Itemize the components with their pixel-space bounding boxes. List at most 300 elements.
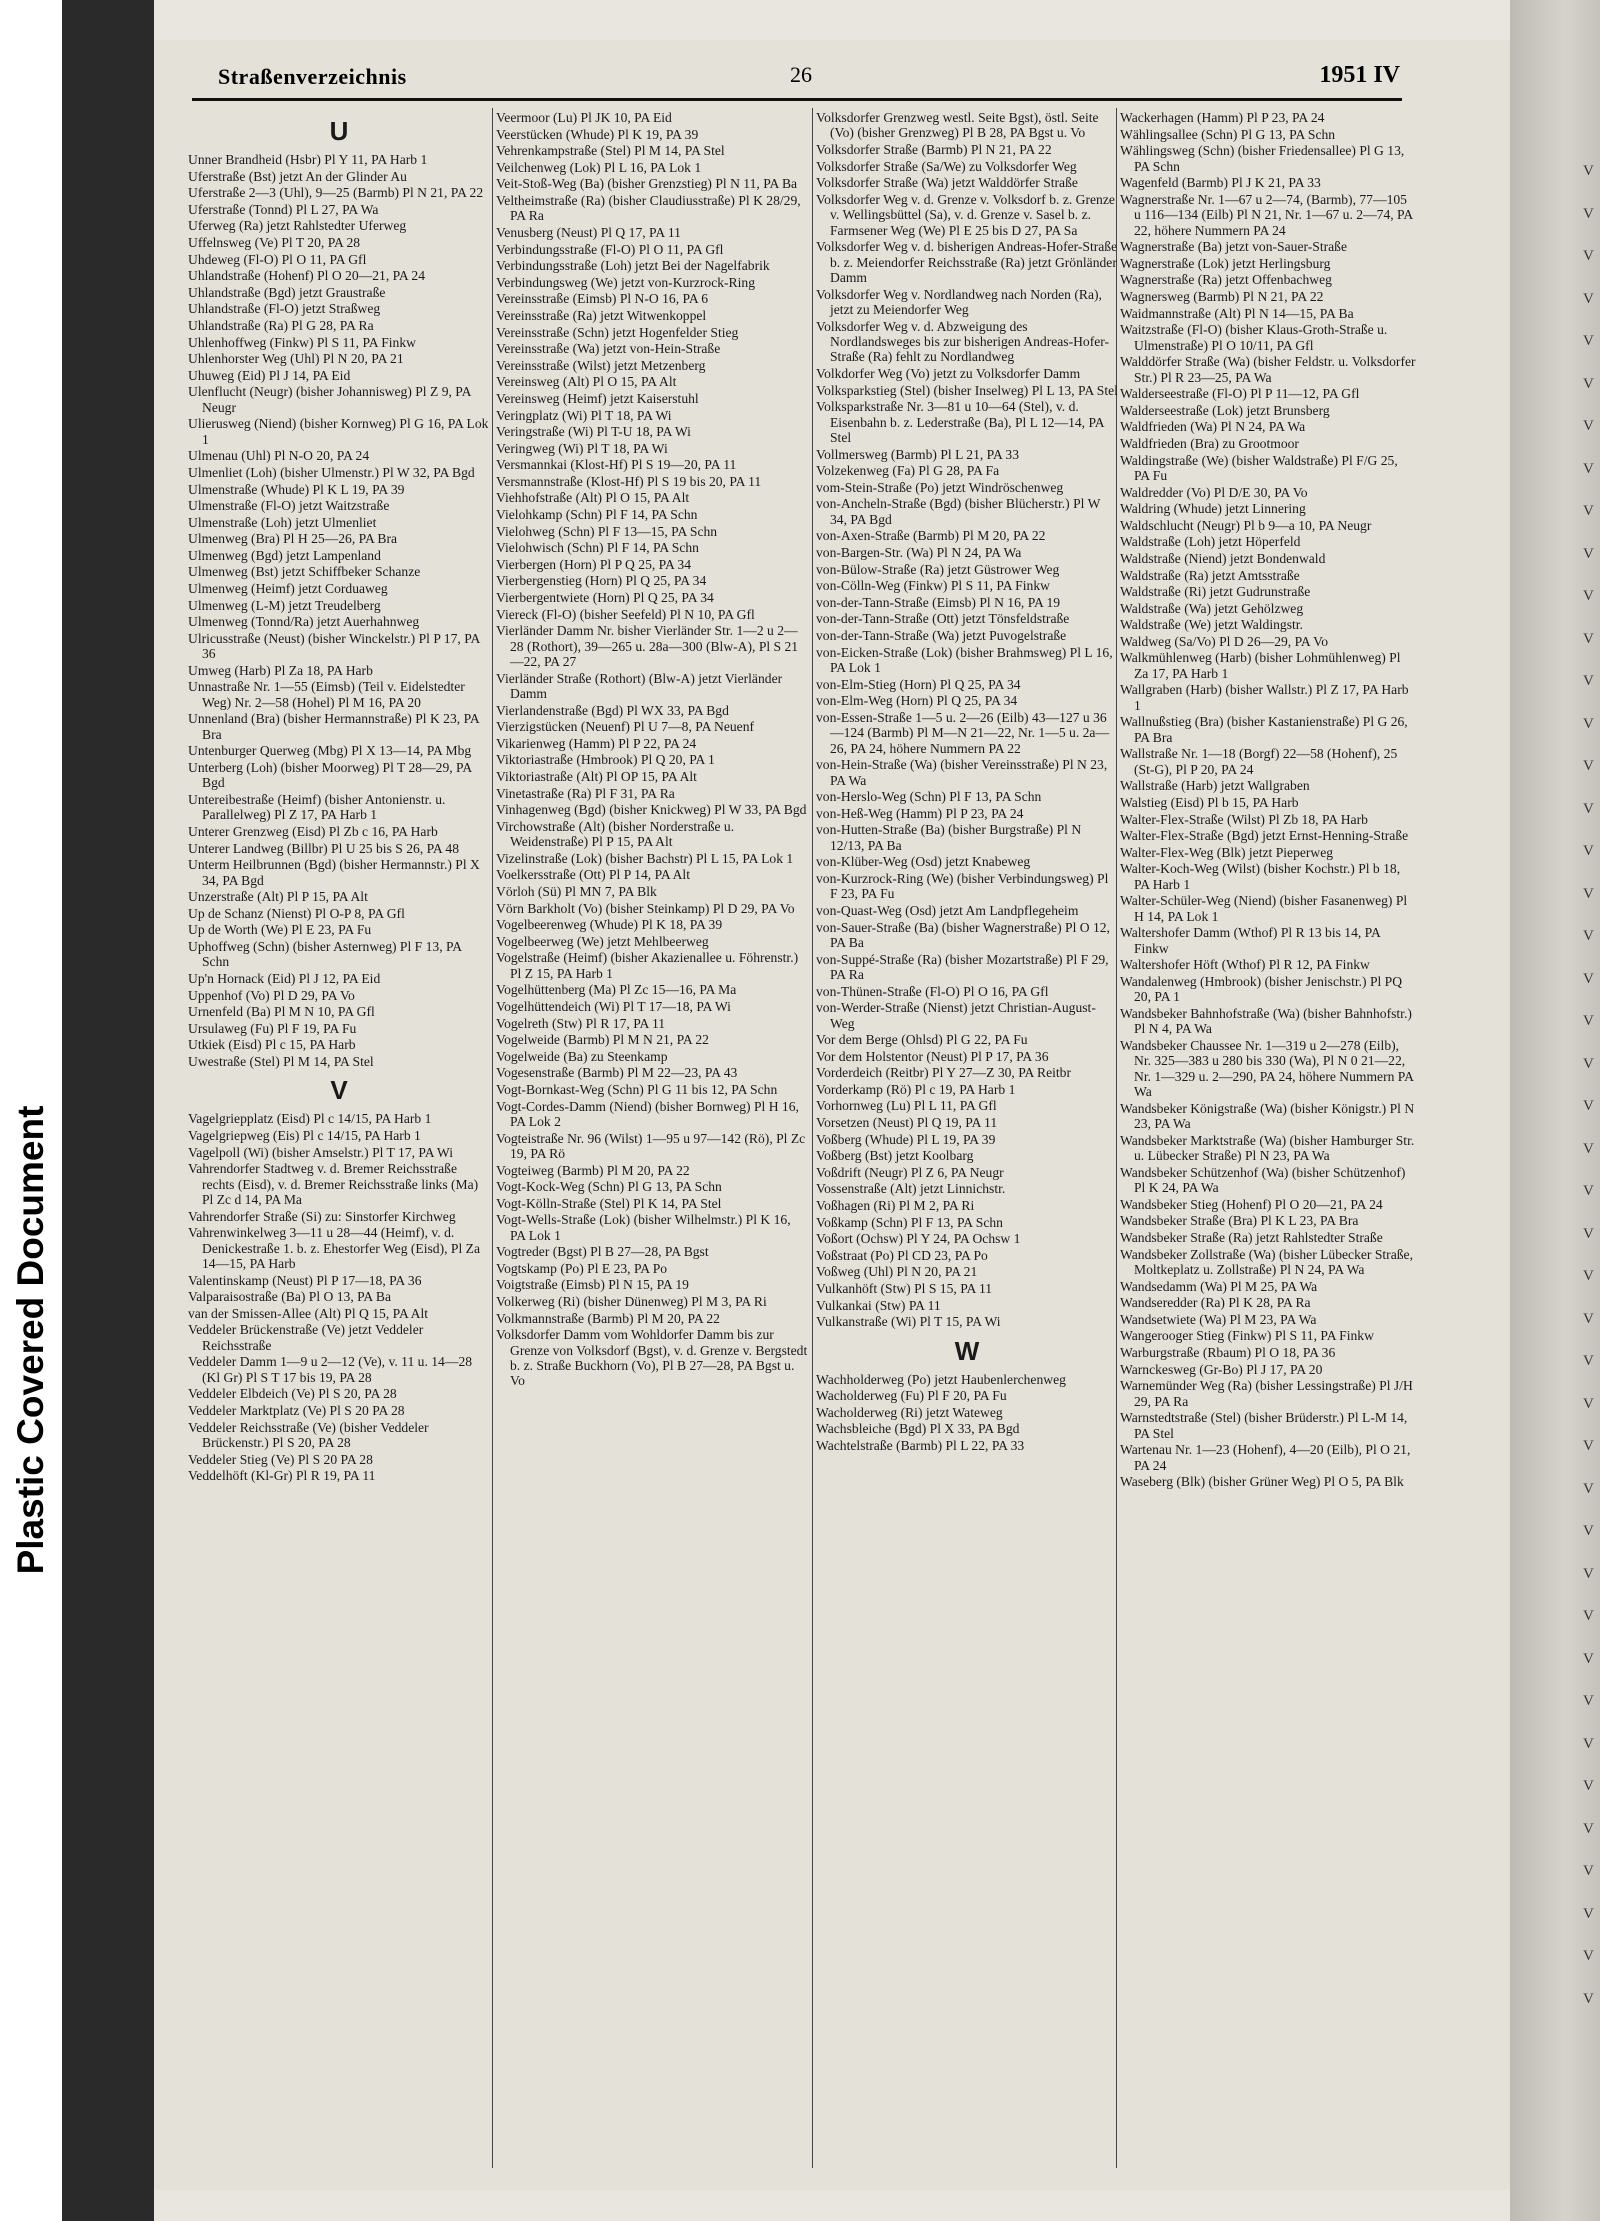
street-entry: Versmannstraße (Klost-Hf) Pl S 19 bis 20, PA 11 [496, 473, 762, 489]
street-entry: Vereinsweg (Alt) Pl O 15, PA Alt [496, 374, 677, 390]
street-entry: Valparaisostraße (Ba) Pl O 13, PA Ba [188, 1289, 392, 1305]
street-entry: Vörloh (Sü) Pl MN 7, PA Blk [496, 883, 657, 899]
street-entry: Walderseestraße (Fl-O) Pl P 11—12, PA Gfl [1120, 386, 1360, 402]
street-entry: Ulmenliet (Loh) (bisher Ulmenstr.) Pl W 32, PA Bgd [188, 464, 475, 480]
street-entry: Walter-Flex-Weg (Blk) jetzt Pieperweg [1120, 844, 1334, 860]
street-entry: Veddeler Damm 1—9 u 2—12 (Ve), v. 11 u. 14—28 (Kl Gr) Pl S T 17 bis 19, PA 28 [188, 1354, 473, 1385]
street-entry: Ulmenstraße (Fl-O) jetzt Waitzstraße [188, 498, 390, 514]
street-entry: Vogt-Kölln-Straße (Stel) Pl K 14, PA Stel [496, 1195, 722, 1211]
street-entry: Utkiek (Eisd) Pl c 15, PA Harb [188, 1037, 356, 1053]
street-entry: Waldstraße (Ra) jetzt Amtsstraße [1120, 567, 1300, 583]
street-entry: Vorhornweg (Lu) Pl L 11, PA Gfl [816, 1098, 997, 1114]
street-entry: Uhlenhoffweg (Finkw) Pl S 11, PA Finkw [188, 334, 416, 350]
street-entry: Vörn Barkholt (Vo) (bisher Steinkamp) Pl D 29, PA Vo [496, 900, 795, 916]
street-entry: Ulierusweg (Niend) (bisher Kornweg) Pl G 16, PA Lok 1 [188, 416, 489, 447]
street-entry: Vierbergen (Horn) Pl P Q 25, PA 34 [496, 556, 692, 572]
street-entry: Vinetastraße (Ra) Pl F 31, PA Ra [496, 785, 675, 801]
street-entry: Wandsbeker Stieg (Hohenf) Pl O 20—21, PA 24 [1120, 1196, 1383, 1212]
street-entry: Warburgstraße (Rbaum) Pl O 18, PA 36 [1120, 1345, 1336, 1360]
street-entry: von-Heß-Weg (Hamm) Pl P 23, PA 24 [816, 805, 1024, 821]
street-entry: Unterer Landweg (Billbr) Pl U 25 bis S 26, PA 48 [188, 840, 459, 856]
gutter-letter: V [1583, 460, 1594, 477]
street-entry: Wachtelstraße (Barmb) Pl L 22, PA 33 [816, 1437, 1025, 1453]
street-entry: Waitzstraße (Fl-O) (bisher Klaus-Groth-Straße u. Ulmenstraße) Pl O 10/11, PA Gfl [1120, 322, 1388, 353]
street-entry: Umweg (Harb) Pl Za 18, PA Harb [188, 662, 373, 678]
street-entry: Vierzigstücken (Neuenf) Pl U 7—8, PA Neuenf [496, 719, 755, 735]
gutter-letter: V [1583, 1098, 1594, 1114]
street-entry: Wagnerstraße (Ba) jetzt von-Sauer-Straße [1120, 239, 1347, 255]
street-entry: Uhuweg (Eid) Pl J 14, PA Eid [188, 367, 351, 383]
street-entry: Vierländer Straße (Rothort) (Blw-A) jetzt Vierländer Damm [496, 670, 783, 702]
street-entry: Vierbergentwiete (Horn) Pl Q 25, PA 34 [496, 590, 714, 606]
street-entry: Volksparkstraße Nr. 3—81 u 10—64 (Stel), v. d. Eisenbahn b. z. Lederstraße (Ba), Pl L 12—14, PA Stel [816, 399, 1104, 445]
street-entry: Volksdorfer Straße (Wa) jetzt Walddörfer Straße [816, 175, 1078, 191]
street-entry: Veddeler Brückenstraße (Ve) jetzt Veddeler Reichsstraße [188, 1322, 424, 1353]
street-entry: Volksdorfer Straße (Sa/We) zu Volksdorfer Weg [816, 158, 1077, 174]
street-entry: Uhlandstraße (Hohenf) Pl O 20—21, PA 24 [188, 268, 425, 284]
street-entry: Vollmersweg (Barmb) Pl L 21, PA 33 [816, 446, 1020, 462]
gutter-letter: V [1583, 1353, 1594, 1369]
street-entry: Vogt-Cordes-Damm (Niend) (bisher Bornweg) Pl H 16, PA Lok 2 [496, 1098, 799, 1129]
plastic-covered-label: Plastic Covered Document [10, 1105, 51, 1575]
street-entry: Uppenhof (Vo) Pl D 29, PA Vo [188, 987, 355, 1003]
street-entry: Vulkanhöft (Stw) Pl S 15, PA 11 [816, 1281, 993, 1296]
street-entry: von-Suppé-Straße (Ra) (bisher Mozartstraße) Pl F 29, PA Ra [816, 951, 1109, 982]
street-entry: Ulenflucht (Neugr) (bisher Johannisweg) Pl Z 9, PA Neugr [188, 384, 471, 415]
street-entry: Vorsetzen (Neust) Pl Q 19, PA 11 [816, 1115, 998, 1131]
street-entry: Vehrenkampstraße (Stel) Pl M 14, PA Stel [496, 143, 725, 159]
gutter-letter: V [1583, 715, 1594, 732]
street-entry: Unterm Heilbrunnen (Bgd) (bisher Hermannstr.) Pl X 34, PA Bgd [188, 857, 480, 888]
street-entry: von-Bargen-Str. (Wa) Pl N 24, PA Wa [816, 544, 1022, 560]
street-entry: Wandsbeker Straße (Ra) jetzt Rahlstedter Straße [1120, 1230, 1383, 1246]
street-entry: von-Ancheln-Straße (Bgd) (bisher Blücherstr.) Pl W 34, PA Bgd [816, 496, 1101, 527]
street-entry: Virchowstraße (Alt) (bisher Norderstraße u. Weidenstraße) Pl P 15, PA Alt [496, 818, 735, 850]
street-entry: Wachholderweg (Po) jetzt Haubenlerchenweg [816, 1371, 1066, 1387]
gutter-letter: V [1583, 1140, 1594, 1157]
street-entry: Vereinsweg (Heimf) jetzt Kaiserstuhl [496, 390, 699, 406]
street-entry: von-Werder-Straße (Nienst) jetzt Christian-August-Weg [816, 1000, 1096, 1031]
street-entry: Verbindungsweg (We) jetzt von-Kurzrock-Ring [496, 274, 755, 290]
street-entry: Wandsbeker Chaussee Nr. 1—319 u 2—278 (Eilb), Nr. 325—383 u 280 bis 330 (Wa), Pl N 0 21—22, Nr. 1—329 u. 2—290, PA 24, höhere Nummern PA Wa [1120, 1038, 1414, 1100]
street-entry: Vielohkamp (Schn) Pl F 14, PA Schn [496, 507, 698, 523]
street-entry: Ulmenweg (Heimf) jetzt Corduaweg [188, 581, 388, 597]
gutter-letter: V [1583, 1608, 1594, 1624]
street-entry: Volksdorfer Straße (Barmb) Pl N 21, PA 22 [816, 142, 1052, 157]
street-entry: Veringweg (Wi) Pl T 18, PA Wi [496, 440, 668, 456]
street-entry: Urnenfeld (Ba) Pl M N 10, PA Gfl [188, 1004, 375, 1020]
street-entry: von-Hein-Straße (Wa) (bisher Vereinsstraße) Pl N 23, PA Wa [816, 757, 1108, 788]
street-entry: Vossenstraße (Alt) jetzt Linnichstr. [816, 1181, 1006, 1197]
street-entry: Veit-Stoß-Weg (Ba) (bisher Grenzstieg) Pl N 11, PA Ba [496, 176, 798, 192]
gutter-letter: V [1583, 1268, 1594, 1284]
street-entry: Ulmenweg (Bst) jetzt Schiffbeker Schanze [188, 564, 421, 580]
street-entry: Volksdorfer Weg v. d. bisherigen Andreas-Hofer-Straße b. z. Meiendorfer Reichsstraße (Ra) jetzt Grönländer Damm [816, 239, 1118, 285]
gutter-letter: V [1583, 928, 1594, 944]
street-entry: Uwestraße (Stel) Pl M 14, PA Stel [188, 1053, 374, 1069]
street-entry: von-Essen-Straße 1—5 u. 2—26 (Eilb) 43—127 u 36—124 (Barmb) Pl M—N 21—22, Nr. 1—5 u. 2a—26, PA 24, höhere Nummern PA 22 [816, 709, 1110, 756]
street-entry: von-der-Tann-Straße (Wa) jetzt Puvogelstraße [816, 627, 1067, 643]
street-entry: Wandsedamm (Wa) Pl M 25, PA Wa [1120, 1278, 1318, 1294]
gutter-letter: V [1583, 205, 1594, 222]
gutter-letter: V [1583, 1523, 1594, 1539]
street-entry: Verbindungsstraße (Loh) jetzt Bei der Nagelfabrik [496, 258, 770, 274]
street-entry: Wallstraße (Harb) jetzt Wallgraben [1120, 778, 1310, 794]
street-entry: von-Elm-Weg (Horn) Pl Q 25, PA 34 [816, 693, 1018, 709]
street-entry: Wandsbeker Königstraße (Wa) (bisher Königstr.) Pl N 23, PA Wa [1120, 1100, 1415, 1132]
street-entry: Vereinsstraße (Eimsb) Pl N-O 16, PA 6 [496, 291, 709, 307]
left-shadow [62, 0, 154, 2221]
street-entry: Vogt-Bornkast-Weg (Schn) Pl G 11 bis 12, PA Schn [496, 1081, 778, 1097]
gutter-letter: V [1583, 1990, 1594, 2007]
header-year: 1951 IV [1319, 62, 1400, 88]
street-entry: Vorderkamp (Rö) Pl c 19, PA Harb 1 [816, 1081, 1016, 1097]
street-entry: Voßhagen (Ri) Pl M 2, PA Ri [816, 1198, 975, 1214]
street-entry: von-Hutten-Straße (Ba) (bisher Burgstraße) Pl N 12/13, PA Ba [816, 822, 1082, 853]
section-letter: V [330, 1075, 348, 1106]
street-entry: Vogesenstraße (Barmb) Pl M 22—23, PA 43 [496, 1065, 738, 1081]
street-entry: Wandsbeker Marktstraße (Wa) (bisher Hamburger Str. u. Lübecker Straße) Pl N 23, PA Wa [1120, 1132, 1415, 1164]
street-entry: van der Smissen-Allee (Alt) Pl Q 15, PA Alt [188, 1305, 429, 1321]
street-entry: Wagnerstraße (Lok) jetzt Herlingsburg [1120, 255, 1331, 271]
street-entry: Waldingstraße (We) (bisher Waldstraße) Pl F/G 25, PA Fu [1120, 452, 1398, 483]
street-entry: Vulkankai (Stw) PA 11 [816, 1297, 941, 1313]
gutter-letters [1583, 150, 1597, 2050]
plastic-covered-stamp [0, 0, 62, 2221]
street-entry: Vor dem Berge (Ohlsd) Pl G 22, PA Fu [816, 1032, 1028, 1048]
street-entry: Wählingsallee (Schn) Pl G 13, PA Schn [1120, 126, 1336, 142]
street-entry: Voelkersstraße (Ott) Pl P 14, PA Alt [496, 867, 690, 883]
street-entry: von-der-Tann-Straße (Ott) jetzt Tönsfeldstraße [816, 611, 1070, 627]
gutter-letter: V [1583, 1735, 1594, 1752]
street-entry: Volksdorfer Grenzweg westl. Seite Bgst), östl. Seite (Vo) (bisher Grenzweg) Pl B 28, PA Bgst u. Vo [816, 110, 1099, 141]
street-entry: Walkmühlenweg (Harb) (bisher Lohmühlenweg) Pl Za 17, PA Harb 1 [1120, 650, 1401, 681]
street-entry: Ulricusstraße (Neust) (bisher Winckelstr.) Pl P 17, PA 36 [188, 630, 480, 662]
street-entry: Vogelhüttenberg (Ma) Pl Zc 15—16, PA Ma [496, 982, 737, 998]
street-entry: Voßberg (Whude) Pl L 19, PA 39 [816, 1131, 996, 1147]
street-entry: Veddelhöft (Kl-Gr) Pl R 19, PA 11 [188, 1468, 376, 1484]
street-entry: Wandseredder (Ra) Pl K 28, PA Ra [1120, 1295, 1311, 1311]
gutter-letter: V [1583, 1395, 1594, 1412]
section-letter: W [954, 1335, 980, 1366]
street-entry: Walter-Koch-Weg (Wilst) (bisher Kochstr.) Pl b 18, PA Harb 1 [1120, 861, 1401, 892]
street-entry: Vagelgriepweg (Eis) Pl c 14/15, PA Harb 1 [188, 1127, 421, 1143]
street-entry: Voßkamp (Schn) Pl F 13, PA Schn [816, 1214, 1003, 1230]
gutter-letter: V [1583, 503, 1594, 519]
street-entry: Up de Worth (We) Pl E 23, PA Fu [188, 922, 372, 938]
gutter-letter: V [1583, 1310, 1594, 1327]
street-entry: Vogelstraße (Heimf) (bisher Akazienallee u. Föhrenstr.) Pl Z 15, PA Harb 1 [496, 950, 799, 981]
street-entry: Venusberg (Neust) Pl Q 17, PA 11 [496, 224, 681, 240]
street-entry: Voßort (Ochsw) Pl Y 24, PA Ochsw 1 [816, 1231, 1021, 1247]
street-entry: Veddeler Reichsstraße (Ve) (bisher Veddeler Brückenstr.) Pl S 20, PA 28 [188, 1419, 429, 1450]
street-entry: Waldschlucht (Neugr) Pl b 9—a 10, PA Neugr [1120, 517, 1372, 533]
gutter-letter: V [1583, 1778, 1594, 1794]
street-entry: Uhlandstraße (Bgd) jetzt Graustraße [188, 284, 386, 300]
street-entry: Uhlandstraße (Fl-O) jetzt Straßweg [188, 301, 381, 317]
street-entry: Warnckesweg (Gr-Bo) Pl J 17, PA 20 [1120, 1361, 1323, 1377]
gutter-letter: V [1583, 1480, 1594, 1497]
street-entry: Volzekenweg (Fa) Pl G 28, PA Fa [816, 463, 1000, 479]
street-entry: Vagelgriepplatz (Eisd) Pl c 14/15, PA Harb 1 [188, 1111, 432, 1127]
street-entry: Voßweg (Uhl) Pl N 20, PA 21 [816, 1264, 978, 1280]
gutter-letter: V [1583, 1183, 1594, 1199]
gutter-letter: V [1583, 1013, 1594, 1029]
street-entry: Vereinsstraße (Schn) jetzt Hogenfelder Stieg [496, 324, 739, 340]
street-entry: Voßberg (Bst) jetzt Koolbarg [816, 1148, 974, 1164]
header-rule [192, 98, 1402, 101]
header-title: Straßenverzeichnis [218, 64, 407, 89]
street-entry: Viereck (Fl-O) (bisher Seefeld) Pl N 10, PA Gfl [496, 606, 755, 622]
street-entry: Vogtreder (Bgst) Pl B 27—28, PA Bgst [496, 1244, 709, 1260]
street-entry: Ulmenweg (L-M) jetzt Treudelberg [188, 597, 381, 613]
street-entry: Waldredder (Vo) Pl D/E 30, PA Vo [1120, 484, 1308, 500]
street-entry: Walderseestraße (Lok) jetzt Brunsberg [1120, 402, 1330, 418]
street-entry: Vogteiweg (Barmb) Pl M 20, PA 22 [496, 1162, 690, 1178]
street-entry: von-der-Tann-Straße (Eimsb) Pl N 16, PA 19 [816, 594, 1061, 610]
street-entry: von-Thünen-Straße (Fl-O) Pl O 16, PA Gfl [816, 983, 1049, 999]
street-entry: Vogteistraße Nr. 96 (Wilst) 1—95 u 97—142 (Rö), Pl Zc 19, PA Rö [496, 1130, 806, 1161]
column-1 [188, 110, 490, 2170]
street-entry: Wagnerstraße (Ra) jetzt Offenbachweg [1120, 272, 1332, 288]
street-entry: Ulmenweg (Tonnd/Ra) jetzt Auerhahnweg [188, 614, 420, 630]
street-entry: Wählingsweg (Schn) (bisher Friedensallee) Pl G 13, PA Schn [1120, 143, 1405, 174]
street-entry: Voßdrift (Neugr) Pl Z 6, PA Neugr [816, 1164, 1004, 1180]
street-entry: Volkmannstraße (Barmb) Pl M 20, PA 22 [496, 1310, 720, 1326]
street-entry: Wandalenweg (Hmbrook) (bisher Jenischstr.) Pl PQ 20, PA 1 [1120, 974, 1403, 1005]
gutter-letter: V [1583, 248, 1594, 264]
street-entry: Wandsetwiete (Wa) Pl M 23, PA Wa [1120, 1311, 1317, 1327]
street-entry: Uffelnsweg (Ve) Pl T 20, PA 28 [188, 234, 361, 250]
gutter-letter: V [1583, 1820, 1594, 1837]
street-entry: Ulmenau (Uhl) Pl N-O 20, PA 24 [188, 448, 370, 464]
street-entry: Wallnußstieg (Bra) (bisher Kastanienstraße) Pl G 26, PA Bra [1120, 714, 1408, 745]
street-entry: Viktoriastraße (Hmbrook) Pl Q 20, PA 1 [496, 752, 715, 768]
street-entry: Vierländer Damm Nr. bisher Vierländer Str. 1—2 u 2—28 (Rothort), 39—265 u. 28a—300 (Blw-A), Pl S 21—22, PA 27 [496, 623, 799, 670]
street-entry: Uferstraße 2—3 (Uhl), 9—25 (Barmb) Pl N 21, PA 22 [188, 185, 484, 201]
street-entry: Ulmenstraße (Loh) jetzt Ulmenliet [188, 514, 377, 530]
column-rule [812, 108, 813, 2168]
gutter-letter: V [1583, 1565, 1594, 1582]
street-entry: Waldstraße (Loh) jetzt Höperfeld [1120, 534, 1301, 550]
street-entry: Unzerstraße (Alt) Pl P 15, PA Alt [188, 889, 368, 905]
street-entry: Untereibestraße (Heimf) (bisher Antonienstr. u. Parallelweg) Pl Z 17, PA Harb 1 [188, 792, 446, 823]
street-entry: Veerstücken (Whude) Pl K 19, PA 39 [496, 126, 699, 142]
street-entry: Wandsbeker Schützenhof (Wa) (bisher Schützenhof) Pl K 24, PA Wa [1120, 1164, 1406, 1196]
street-entry: Vogelreth (Stw) Pl R 17, PA 11 [496, 1015, 666, 1031]
street-entry: Wallstraße Nr. 1—18 (Borgf) 22—58 (Hohenf), 25 (St-G), Pl P 20, PA 24 [1120, 746, 1398, 777]
street-entry: Veddeler Elbdeich (Ve) Pl S 20, PA 28 [188, 1386, 397, 1402]
street-entry: Veermoor (Lu) Pl JK 10, PA Eid [496, 110, 672, 125]
street-entry: Volkdorfer Weg (Vo) jetzt zu Volksdorfer Damm [816, 366, 1081, 381]
street-entry: Wallgraben (Harb) (bisher Wallstr.) Pl Z 17, PA Harb 1 [1120, 682, 1409, 713]
gutter-letter: V [1583, 418, 1594, 434]
street-entry: Ulmenweg (Bgd) jetzt Lampenland [188, 547, 381, 563]
street-entry: Vereinsstraße (Wilst) jetzt Metzenberg [496, 357, 706, 373]
gutter-letter: V [1583, 800, 1594, 817]
street-entry: Uferstraße (Tonnd) Pl L 27, PA Wa [188, 201, 379, 217]
street-entry: Wackerhagen (Hamm) Pl P 23, PA 24 [1120, 110, 1325, 125]
street-entry: Waldweg (Sa/Vo) Pl D 26—29, PA Vo [1120, 633, 1328, 649]
gutter-letter: V [1583, 1650, 1594, 1667]
street-entry: Warnemünder Weg (Ra) (bisher Lessingstraße) Pl J/H 29, PA Ra [1120, 1378, 1413, 1409]
street-entry: Vereinsstraße (Wa) jetzt von-Hein-Straße [496, 341, 721, 357]
street-entry: Wacholderweg (Ri) jetzt Wateweg [816, 1404, 1003, 1420]
street-entry: Vahrendorfer Straße (Si) zu: Sinstorfer Kirchweg [188, 1208, 456, 1224]
street-entry: Uhlenhorster Weg (Uhl) Pl N 20, PA 21 [188, 351, 404, 367]
street-entry: Veddeler Stieg (Ve) Pl S 20 PA 28 [188, 1451, 373, 1467]
street-entry: Wandsbeker Zollstraße (Wa) (bisher Lübecker Straße, Moltkeplatz u. Zollstraße) Pl N 24, PA Wa [1120, 1246, 1413, 1278]
street-entry: Waldstraße (Niend) jetzt Bondenwald [1120, 550, 1326, 566]
gutter-letter: V [1583, 1225, 1594, 1242]
street-entry: Walter-Flex-Straße (Wilst) Pl Zb 18, PA Harb [1120, 811, 1368, 827]
street-entry: Vikarienweg (Hamm) Pl P 22, PA 24 [496, 735, 697, 751]
street-entry: Walstieg (Eisd) Pl b 15, PA Harb [1120, 795, 1299, 811]
gutter-letter: V [1583, 970, 1594, 987]
street-entry: Up'n Hornack (Eid) Pl J 12, PA Eid [188, 971, 381, 986]
street-entry: Unner Brandheid (Hsbr) Pl Y 11, PA Harb 1 [188, 152, 428, 167]
street-entry: von-Kurzrock-Ring (We) (bisher Verbindungsweg) Pl F 23, PA Fu [816, 870, 1109, 902]
street-entry: Vulkanstraße (Wi) Pl T 15, PA Wi [816, 1314, 1001, 1330]
street-entry: Veilchenweg (Lok) Pl L 16, PA Lok 1 [496, 159, 702, 175]
street-entry: Vorderdeich (Reitbr) Pl Y 27—Z 30, PA Reitbr [816, 1065, 1071, 1081]
gutter-letter: V [1583, 1948, 1594, 1964]
street-entry: Uhdeweg (Fl-O) Pl O 11, PA Gfl [188, 251, 367, 267]
street-entry: Verbindungsstraße (Fl-O) Pl O 11, PA Gfl [496, 241, 724, 257]
gutter-letter: V [1583, 885, 1594, 902]
street-entry: Uhlandstraße (Ra) Pl G 28, PA Ra [188, 317, 374, 333]
street-entry: von-Sauer-Straße (Ba) (bisher Wagnerstraße) Pl O 12, PA Ba [816, 919, 1110, 950]
street-entry: Waldfrieden (Wa) Pl N 24, PA Wa [1120, 419, 1306, 435]
street-entry: Wagnerstraße Nr. 1—67 u 2—74, (Barmb), 77—105 u 116—134 (Eilb) Pl N 21, Nr. 1—67 u. 2—74, PA 22, höhere Nummern PA 24 [1120, 191, 1413, 238]
street-entry: Vogt-Wells-Straße (Lok) (bisher Wilhelmstr.) Pl K 16, PA Lok 1 [496, 1212, 791, 1243]
street-entry: Waldstraße (Wa) jetzt Gehölzweg [1120, 600, 1304, 616]
street-entry: Waseberg (Blk) (bisher Grüner Weg) Pl O 5, PA Blk [1120, 1474, 1404, 1490]
street-entry: Vereinsstraße (Ra) jetzt Witwenkoppel [496, 307, 707, 323]
street-entry: vom-Stein-Straße (Po) jetzt Windröschenweg [816, 479, 1064, 495]
street-entry: Wartenau Nr. 1—23 (Hohenf), 4—20 (Eilb), Pl O 21, PA 24 [1120, 1442, 1411, 1473]
street-entry: Waltershofer Damm (Wthof) Pl R 13 bis 14, PA Finkw [1120, 925, 1381, 956]
street-entry: Vogelbeerenweg (Whude) Pl K 18, PA 39 [496, 917, 723, 933]
street-entry: Volkerweg (Ri) (bisher Dünenweg) Pl M 3, PA Ri [496, 1294, 767, 1310]
street-entry: Wandsbeker Straße (Bra) Pl K L 23, PA Bra [1120, 1213, 1359, 1229]
street-entry: Unnenland (Bra) (bisher Hermannstraße) Pl K 23, PA Bra [188, 711, 479, 742]
page-number: 26 [790, 62, 812, 87]
street-entry: Untenburger Querweg (Mbg) Pl X 13—14, PA Mbg [188, 743, 472, 759]
street-entry: Versmannkai (Klost-Hf) Pl S 19—20, PA 11 [496, 457, 737, 473]
street-entry: Warnstedtstraße (Stel) (bisher Brüderstr.) Pl L-M 14, PA Stel [1120, 1410, 1408, 1441]
street-entry: Ulmenweg (Bra) Pl H 25—26, PA Bra [188, 531, 398, 547]
gutter-letter: V [1583, 758, 1594, 774]
street-entry: Vogelbeerweg (We) jetzt Mehlbeerweg [496, 933, 709, 949]
street-entry: Vahrendorfer Stadtweg v. d. Bremer Reichsstraße rechts (Eisd), v. d. Bremer Reichsstraße links (Ma) Pl Zc d 14, PA Ma [188, 1161, 479, 1207]
gutter-letter: V [1583, 673, 1594, 689]
street-entry: Wandsbeker Bahnhofstraße (Wa) (bisher Bahnhofstr.) Pl N 4, PA Wa [1120, 1006, 1412, 1037]
street-entry: Vogelweide (Barmb) Pl M N 21, PA 22 [496, 1032, 709, 1048]
street-entry: Ursulaweg (Fu) Pl F 19, PA Fu [188, 1020, 357, 1036]
gutter-letter: V [1583, 630, 1594, 647]
street-entry: Walter-Schüler-Weg (Niend) (bisher Fasanenweg) Pl H 14, PA Lok 1 [1120, 893, 1408, 924]
street-entry: Vielohwisch (Schn) Pl F 14, PA Schn [496, 540, 699, 556]
street-entry: Wagenfeld (Barmb) Pl J K 21, PA 33 [1120, 175, 1321, 191]
street-entry: von-Quast-Weg (Osd) jetzt Am Landpflegeheim [816, 902, 1079, 918]
street-entry: Vielohweg (Schn) Pl F 13—15, PA Schn [496, 523, 718, 539]
street-entry: Vierlandenstraße (Bgd) Pl WX 33, PA Bgd [496, 702, 729, 718]
street-entry: Volksdorfer Weg v. Nordlandweg nach Norden (Ra), jetzt zu Meiendorfer Weg [816, 286, 1102, 317]
gutter-letter: V [1583, 1693, 1594, 1709]
column-rule [492, 108, 493, 2168]
gutter-letter: V [1583, 375, 1594, 392]
street-entry: Vogtskamp (Po) Pl E 23, PA Po [496, 1260, 668, 1276]
street-entry: Uferweg (Ra) jetzt Rahlstedter Uferweg [188, 218, 407, 234]
street-entry: Waldring (Whude) jetzt Linnering [1120, 501, 1306, 517]
street-entry: Viehhofstraße (Alt) Pl O 15, PA Alt [496, 490, 690, 506]
gutter-letter: V [1583, 843, 1594, 859]
column-4 [1120, 110, 1416, 2170]
section-letter: U [329, 116, 349, 146]
street-entry: von-Eicken-Straße (Lok) (bisher Brahmsweg) Pl L 16, PA Lok 1 [816, 644, 1113, 675]
street-entry: von-Cölln-Weg (Finkw) Pl S 11, PA Finkw [816, 578, 1050, 594]
street-entry: Veringstraße (Wi) Pl T-U 18, PA Wi [496, 424, 691, 440]
gutter-letter: V [1583, 1055, 1594, 1072]
street-entry: Waidmannstraße (Alt) Pl N 14—15, PA Ba [1120, 305, 1354, 321]
gutter-letter: V [1583, 163, 1594, 179]
street-entry: Waldstraße (We) jetzt Waldingstr. [1120, 617, 1303, 633]
street-entry: Walter-Flex-Straße (Bgd) jetzt Ernst-Henning-Straße [1120, 828, 1409, 844]
street-entry: von-Herslo-Weg (Schn) Pl F 13, PA Schn [816, 789, 1042, 805]
street-entry: Vahrenwinkelweg 3—11 u 28—44 (Heimf), v. d. Denickestraße 1. b. z. Ehestorfer Weg (Eisd), Pl Za 14—15, PA Harb [188, 1225, 480, 1271]
street-entry: Uphoffweg (Schn) (bisher Asternweg) Pl F 13, PA Schn [188, 939, 462, 970]
street-entry: Unnastraße Nr. 1—55 (Eimsb) (Teil v. Eidelstedter Weg) Nr. 2—58 (Hohel) Pl M 16, PA 20 [188, 679, 465, 710]
street-entry: Uferstraße (Bst) jetzt An der Glinder Au [188, 168, 407, 184]
gutter-letter: V [1583, 545, 1594, 562]
street-entry: Wagnersweg (Barmb) Pl N 21, PA 22 [1120, 288, 1324, 304]
street-entry: Waldstraße (Ri) jetzt Gudrunstraße [1120, 584, 1311, 600]
street-entry: Vogelweide (Ba) zu Steenkamp [496, 1048, 668, 1064]
street-entry: Wacholderweg (Fu) Pl F 20, PA Fu [816, 1388, 1007, 1404]
gutter-letter: V [1583, 1863, 1594, 1879]
street-entry: von-Klüber-Weg (Osd) jetzt Knabeweg [816, 854, 1031, 870]
street-entry: von-Bülow-Straße (Ra) jetzt Güstrower Weg [816, 561, 1060, 577]
gutter-letter: V [1583, 1905, 1594, 1922]
street-entry: Unterer Grenzweg (Eisd) Pl Zb c 16, PA Harb [188, 824, 438, 840]
street-entry: Vogelhüttendeich (Wi) Pl T 17—18, PA Wi [496, 998, 731, 1014]
street-entry: Veltheimstraße (Ra) (bisher Claudiusstraße) Pl K 28/29, PA Ra [496, 192, 801, 224]
street-entry: Up de Schanz (Nienst) Pl O-P 8, PA Gfl [188, 905, 405, 921]
street-entry: Voßstraat (Po) Pl CD 23, PA Po [816, 1247, 988, 1263]
street-entry: Vagelpoll (Wi) (bisher Amselstr.) Pl T 17, PA Wi [188, 1144, 453, 1160]
column-3 [816, 110, 1118, 2170]
street-entry: Vinhagenweg (Bgd) (bisher Knickweg) Pl W 33, PA Bgd [496, 802, 807, 818]
street-entry: Unterberg (Loh) (bisher Moorweg) Pl T 28—29, PA Bgd [188, 760, 472, 791]
street-entry: Valentinskamp (Neust) Pl P 17—18, PA 36 [188, 1272, 422, 1288]
street-entry: Vor dem Holstentor (Neust) Pl P 17, PA 36 [816, 1048, 1049, 1064]
street-entry: Volksdorfer Weg v. d. Grenze v. Volksdorf b. z. Grenze v. Wellingsbüttel (Sa), v. d. Grenze v. Sasel b. z. Farmsener Weg (We) Pl E 25 bis D 27, PA Sa [816, 191, 1115, 238]
street-entry: Walddörfer Straße (Wa) (bisher Feldstr. u. Volksdorfer Str.) Pl R 23—25, PA Wa [1120, 354, 1416, 385]
street-entry: Waltershofer Höft (Wthof) Pl R 12, PA Finkw [1120, 957, 1370, 973]
street-entry: Ulmenstraße (Whude) Pl K L 19, PA 39 [188, 481, 405, 497]
gutter-letter: V [1583, 333, 1594, 349]
street-entry: Viktoriastraße (Alt) Pl OP 15, PA Alt [496, 769, 697, 784]
street-entry: Volksdorfer Damm vom Wohldorfer Damm bis zur Grenze von Volksdorf (Bgst), v. d. Grenze v. Bergstedt b. z. Straße Buckhorn (Vo), Pl B 27—28, PA Bgst u. Vo [496, 1327, 808, 1389]
gutter-letter: V [1583, 290, 1594, 307]
street-entry: Vizelinstraße (Lok) (bisher Bachstr) Pl L 15, PA Lok 1 [496, 850, 794, 866]
street-entry: Voigtstraße (Eimsb) Pl N 15, PA 19 [496, 1277, 689, 1293]
street-entry: von-Axen-Straße (Barmb) Pl M 20, PA 22 [816, 528, 1046, 544]
gutter-letter: V [1583, 1438, 1594, 1454]
page-header [190, 60, 1400, 98]
street-entry: Veringplatz (Wi) Pl T 18, PA Wi [496, 407, 672, 423]
